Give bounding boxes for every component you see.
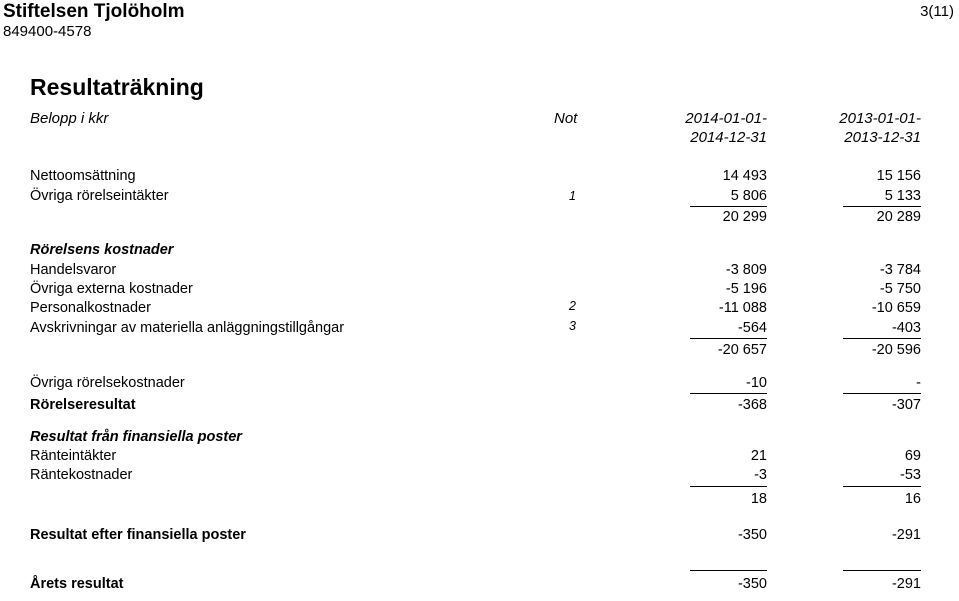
net-result-rule-2014 (690, 570, 767, 571)
net-result-rule-2013 (843, 570, 921, 571)
organization-name: Stiftelsen Tjolöholm (3, 1, 185, 22)
organization-number: 849400-4578 (3, 23, 92, 40)
row-value-2013-personalkostnader: -10 659 (871, 300, 921, 316)
row-label-personalkostnader: Personalkostnader (30, 300, 151, 316)
row-value-2013-handelsvaror: -3 784 (879, 262, 921, 278)
row-value-2014-rantekostnader: -3 (754, 467, 767, 483)
row-label-ovriga-externa-kostnader: Övriga externa kostnader (30, 281, 193, 297)
row-note-ovriga-rorelseintakter: 1 (569, 189, 576, 203)
subtotal-2013-costs: -20 596 (871, 342, 921, 358)
row-label-ovriga-rorelseintakter: Övriga rörelseintäkter (30, 188, 169, 204)
row-value-2013-ranteintakter: 69 (904, 448, 921, 464)
row-label-handelsvaror: Handelsvaror (30, 262, 117, 278)
section-heading-operating-costs: Rörelsens kostnader (30, 242, 174, 258)
row-value-2013-resultat-efter-finansiella-poster: -291 (891, 527, 921, 543)
row-value-2014-rorelseresultat: -368 (737, 397, 767, 413)
financial-rule-2014 (690, 486, 767, 487)
row-label-ovriga-rorelsekostnader: Övriga rörelsekostnader (30, 375, 185, 391)
row-label-ranteintakter: Ränteintäkter (30, 448, 117, 464)
costs-rule-2014 (690, 338, 767, 339)
subtotal-2013-revenue: 20 289 (876, 209, 921, 225)
amount-unit-header: Belopp i kkr (30, 110, 109, 127)
note-column-header: Not (554, 110, 578, 127)
row-label-resultat-efter-finansiella-poster: Resultat efter finansiella poster (30, 527, 246, 543)
row-value-2013-ovriga-externa-kostnader: -5 750 (879, 281, 921, 297)
row-value-2014-personalkostnader: -11 088 (718, 300, 767, 316)
operating-result-rule-2014 (690, 393, 767, 394)
row-value-2014-ovriga-rorelseintakter: 5 806 (730, 188, 767, 204)
period-2013-header-end: 2013-12-31 (844, 129, 921, 146)
row-value-2014-nettoomsattning: 14 493 (722, 168, 767, 184)
operating-result-rule-2013 (843, 393, 921, 394)
row-value-2013-ovriga-rorelsekostnader: - (916, 375, 921, 391)
row-label-nettoomsattning: Nettoomsättning (30, 168, 136, 184)
financial-rule-2013 (843, 486, 921, 487)
period-2014-header-start: 2014-01-01- (685, 110, 767, 127)
row-value-2013-arets-resultat: -291 (891, 576, 921, 592)
row-value-2014-resultat-efter-finansiella-poster: -350 (737, 527, 767, 543)
row-label-arets-resultat: Årets resultat (30, 576, 124, 592)
row-value-2014-ovriga-rorelsekostnader: -10 (746, 375, 767, 391)
row-value-2013-ovriga-rorelseintakter: 5 133 (884, 188, 921, 204)
page-title: Resultaträkning (30, 74, 204, 100)
row-value-2014-avskrivningar: -564 (737, 320, 767, 336)
costs-rule-2013 (843, 338, 921, 339)
row-label-rorelseresultat: Rörelseresultat (30, 397, 136, 413)
row-value-2014-ovriga-externa-kostnader: -5 196 (725, 281, 767, 297)
row-label-rantekostnader: Räntekostnader (30, 467, 133, 483)
row-value-2013-avskrivningar: -403 (891, 320, 921, 336)
subtotal-rule-2013 (843, 206, 921, 207)
row-note-personalkostnader: 2 (569, 299, 576, 313)
row-value-2014-ranteintakter: 21 (750, 448, 767, 464)
period-2013-header-start: 2013-01-01- (839, 110, 921, 127)
subtotal-rule-2014 (690, 206, 767, 207)
subtotal-2014-revenue: 20 299 (722, 209, 767, 225)
subtotal-2014-costs: -20 657 (717, 342, 767, 358)
page-number: 3(11) (920, 3, 954, 20)
row-value-2013-rantekostnader: -53 (900, 467, 921, 483)
row-value-2014-handelsvaror: -3 809 (725, 262, 767, 278)
period-2014-header-end: 2014-12-31 (690, 129, 767, 146)
row-note-avskrivningar: 3 (569, 319, 576, 333)
subtotal-2014-financial: 18 (750, 491, 767, 507)
subtotal-2013-financial: 16 (904, 491, 921, 507)
row-label-avskrivningar: Avskrivningar av materiella anläggningstillgångar (30, 320, 345, 336)
row-value-2013-rorelseresultat: -307 (891, 397, 921, 413)
row-value-2014-arets-resultat: -350 (737, 576, 767, 592)
section-heading-financial-items: Resultat från finansiella poster (30, 429, 242, 445)
row-value-2013-nettoomsattning: 15 156 (876, 168, 921, 184)
